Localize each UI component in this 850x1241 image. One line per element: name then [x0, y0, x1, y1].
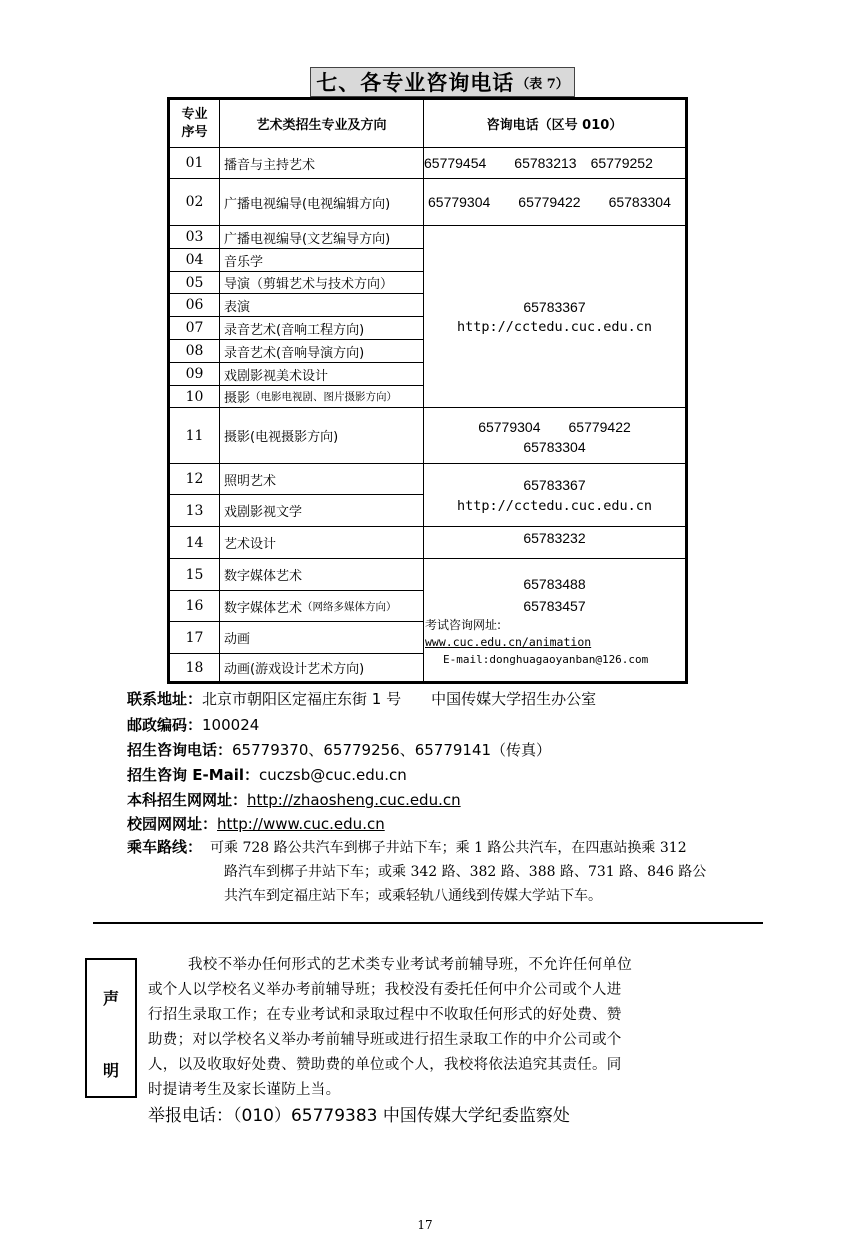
- route-line-2: 路汽车到梆子井站下车；或乘 342 路、382 路、388 路、731 路、846 路公: [224, 864, 707, 880]
- row-number: 06: [185, 297, 204, 313]
- route-label: 乘车路线：: [127, 838, 203, 856]
- row-number: 01: [185, 155, 204, 171]
- declaration-line-6: 时提请考生及家长谨防上当。: [148, 1082, 341, 1098]
- row-major: [220, 591, 423, 621]
- row-number: 07: [185, 320, 204, 336]
- major-note: （电影电视剧、图片摄影方向）: [250, 391, 398, 403]
- address-value: 北京市朝阳区定福庄东街 1 号 中国传媒大学招生办公室: [202, 690, 597, 708]
- phone-group-2: 65779304 65779422 65783304: [428, 194, 671, 210]
- row-major: 表演: [224, 299, 251, 315]
- header-seq: 专业 序号: [181, 106, 208, 140]
- major-note: （网络多媒体方向）: [302, 600, 397, 613]
- postcode-value: 100024: [202, 716, 260, 734]
- row-major: 音乐学: [224, 254, 264, 270]
- title-sub: （表 7）: [516, 76, 569, 92]
- declaration-line-4: 助费；对以学校名义举办考前辅导班或进行招生录取工作的中介公司或个: [148, 1032, 622, 1048]
- row-number: 10: [185, 388, 204, 405]
- row-number: 08: [185, 343, 204, 359]
- consult-phone-table: [167, 97, 688, 684]
- row-number: 03: [185, 229, 204, 245]
- row-major: 照明艺术: [224, 473, 277, 489]
- row-number: 05: [185, 274, 204, 291]
- animation-email: E-mail:donghuagaoyanban@126.com: [443, 653, 649, 666]
- row-major: 动画: [224, 632, 251, 647]
- row-major: 艺术设计: [224, 537, 277, 552]
- admission-web-link[interactable]: http://zhaosheng.cuc.edu.cn: [247, 791, 461, 809]
- table-title: [310, 67, 575, 97]
- row-number: 09: [185, 366, 204, 382]
- row-major: 广播电视编导(文艺编导方向): [224, 231, 391, 247]
- campus-web-link[interactable]: http://www.cuc.edu.cn: [217, 815, 385, 833]
- phone-label: 招生咨询电话：: [127, 741, 233, 759]
- route-line-1: 可乘 728 路公共汽车到梆子井站下车；乘 1 路公共汽车，在四惠站换乘 312: [210, 840, 687, 856]
- declaration-char-1: 声: [102, 989, 119, 1008]
- contact-campus: [127, 813, 385, 834]
- phone-group-5: [424, 464, 685, 526]
- row-major: 动画(游戏设计艺术方向): [224, 662, 365, 677]
- contact-postcode: [127, 714, 259, 735]
- row-major: 广播电视编导(电视编辑方向): [224, 196, 391, 212]
- phone-group-4: [424, 408, 685, 463]
- declaration-box: [85, 958, 137, 1098]
- contact-route: [127, 836, 202, 857]
- major-main: 摄影: [224, 391, 251, 406]
- row-major: 录音艺术(音响工程方向): [224, 322, 365, 338]
- phone-number: 65783488: [523, 576, 586, 592]
- campus-label: 校园网网址：: [127, 815, 218, 833]
- row-major: [220, 386, 423, 407]
- row-major: 戏剧影视美术设计: [224, 368, 329, 384]
- row-number: 17: [185, 629, 204, 646]
- contact-phone: [127, 739, 551, 760]
- row-number: 12: [185, 471, 204, 487]
- header-phone: 咨询电话（区号 010）: [486, 118, 623, 133]
- row-number: 11: [185, 427, 204, 444]
- phone-number: 65783304: [523, 439, 586, 455]
- address-label: 联系地址：: [127, 690, 203, 708]
- row-number: 02: [185, 194, 204, 210]
- phone-group-7: [424, 559, 685, 681]
- row-major: 录音艺术(音响导演方向): [224, 345, 365, 361]
- phone-group-3: [424, 226, 685, 407]
- row-number: 13: [185, 502, 204, 519]
- header-major: 艺术类招生专业及方向: [256, 118, 387, 133]
- row-major: 导演（剪辑艺术与技术方向）: [224, 277, 394, 292]
- row-number: 18: [185, 659, 204, 676]
- route-line-3: 共汽车到定福庄站下车；或乘轻轨八通线到传媒大学站下车。: [224, 888, 602, 904]
- web-label: 考试咨询网址:: [425, 618, 502, 632]
- web-label: 本科招生网网址：: [127, 791, 248, 809]
- row-major: 播音与主持艺术: [224, 157, 316, 173]
- report-phone: 举报电话：（010）65779383 中国传媒大学纪委监察处: [148, 1106, 570, 1126]
- row-number: 15: [185, 566, 204, 583]
- phone-number: 65779304 65779422: [478, 419, 631, 435]
- declaration-line-2: 或个人以学校名义举办考前辅导班；我校没有委托任何中介公司或个人进: [148, 982, 622, 998]
- animation-web-link[interactable]: www.cuc.edu.cn/animation: [425, 635, 592, 649]
- major-main: 数字媒体艺术: [224, 600, 303, 616]
- row-major: 数字媒体艺术: [224, 569, 303, 584]
- postcode-label: 邮政编码：: [127, 716, 203, 734]
- declaration-line-1: 我校不举办任何形式的艺术类专业考试考前辅导班，不允许任何单位: [188, 957, 632, 973]
- email-label: 招生咨询 E-Mail：: [127, 766, 260, 784]
- phone-group-1: 65779454 65783213 65779252: [424, 155, 653, 171]
- contact-email: [127, 764, 407, 785]
- phone-url: http://cctedu.cuc.edu.cn: [456, 498, 653, 514]
- row-number: 16: [185, 598, 204, 614]
- declaration-char-2: 明: [102, 1061, 119, 1080]
- email-value[interactable]: cuczsb@cuc.edu.cn: [259, 766, 407, 784]
- page-number: 17: [417, 1218, 433, 1232]
- row-major: 摄影(电视摄影方向): [224, 430, 339, 445]
- declaration-line-3: 行招生录取工作；在专业考试和录取过程中不收取任何形式的好处费、赞: [148, 1007, 622, 1023]
- phone-number: 65783367: [523, 299, 586, 315]
- row-number: 14: [185, 534, 204, 551]
- row-number: 04: [185, 252, 204, 268]
- phone-number: 65783367: [523, 477, 586, 493]
- phone-value: 65779370、65779256、65779141（传真）: [232, 741, 552, 759]
- contact-web: [127, 789, 461, 810]
- phone-group-6: 65783232: [523, 530, 586, 546]
- row-major: 戏剧影视文学: [224, 505, 303, 520]
- title-main: 七、各专业咨询电话: [316, 70, 515, 95]
- declaration-line-5: 人，以及收取好处费、赞助费的单位或个人，我校将依法追究其责任。同: [148, 1057, 622, 1073]
- phone-number: 65783457: [523, 598, 586, 614]
- phone-url: http://cctedu.cuc.edu.cn: [456, 319, 653, 335]
- contact-address: [127, 688, 596, 709]
- divider: [93, 922, 763, 924]
